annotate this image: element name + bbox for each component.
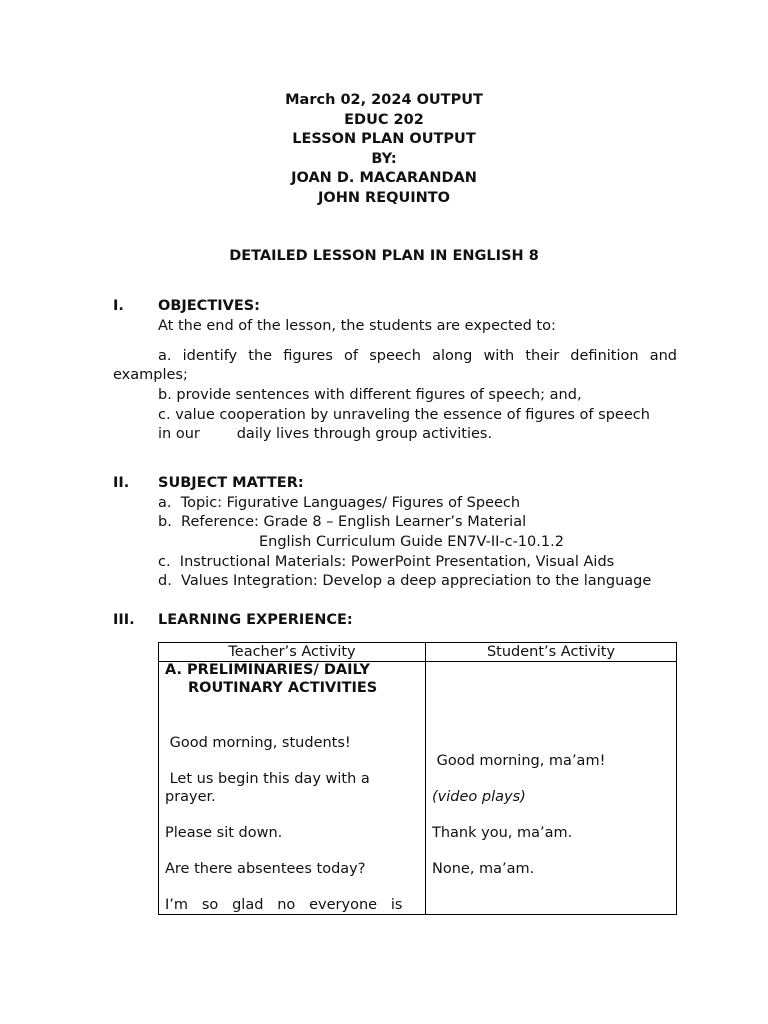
teacher-prayer-line2: prayer. bbox=[165, 789, 216, 805]
section-number-subject-matter: II. bbox=[113, 475, 130, 491]
subject-instructional-materials: c. Instructional Materials: PowerPoint Presentation, Visual Aids bbox=[158, 554, 615, 570]
objective-a-line1: a. identify the figures of speech along with their definition and bbox=[158, 348, 677, 364]
section-heading-learning-experience: LEARNING EXPERIENCE: bbox=[158, 612, 353, 628]
objective-c-line1: c. value cooperation by unraveling the essence of figures of speech bbox=[158, 407, 650, 423]
section-heading-subject-matter: SUBJECT MATTER: bbox=[158, 475, 304, 491]
teacher-glad-line: I’m so glad no everyone is bbox=[165, 897, 403, 913]
subject-reference: b. Reference: Grade 8 – English Learner’s Material bbox=[158, 514, 527, 530]
table-column-divider bbox=[425, 643, 426, 914]
objective-c-line2: in our daily lives through group activities. bbox=[158, 426, 493, 442]
document-title: DETAILED LESSON PLAN IN ENGLISH 8 bbox=[229, 248, 539, 264]
student-video-plays: (video plays) bbox=[432, 789, 526, 805]
section-heading-objectives: OBJECTIVES: bbox=[158, 298, 260, 314]
objectives-intro: At the end of the lesson, the students are expected to: bbox=[158, 318, 556, 334]
student-thank-you: Thank you, ma’am. bbox=[432, 825, 573, 841]
header-output-type: LESSON PLAN OUTPUT bbox=[292, 131, 476, 148]
section-number-objectives: I. bbox=[113, 298, 124, 314]
teacher-absentees: Are there absentees today? bbox=[165, 861, 366, 877]
teacher-prayer-line1: Let us begin this day with a bbox=[165, 771, 370, 787]
objective-a-line2: examples; bbox=[113, 367, 188, 383]
section-number-learning-experience: III. bbox=[113, 612, 135, 628]
header-course: EDUC 202 bbox=[344, 111, 424, 128]
student-greeting: Good morning, ma’am! bbox=[432, 753, 606, 769]
activity-table bbox=[158, 642, 677, 915]
student-none: None, ma’am. bbox=[432, 861, 535, 877]
header-by-label: BY: bbox=[371, 150, 397, 167]
header-date-line: March 02, 2024 OUTPUT bbox=[285, 92, 483, 108]
subject-values-integration: d. Values Integration: Develop a deep appreciation to the language bbox=[158, 573, 652, 589]
subject-topic: a. Topic: Figurative Languages/ Figures of Speech bbox=[158, 495, 521, 511]
table-header-teacher: Teacher’s Activity bbox=[228, 644, 356, 660]
table-section-title-line1: A. PRELIMINARIES/ DAILY bbox=[165, 662, 370, 678]
table-header-student: Student’s Activity bbox=[486, 644, 616, 660]
header-author-2: JOHN REQUINTO bbox=[318, 189, 450, 206]
teacher-greeting: Good morning, students! bbox=[165, 735, 351, 751]
objective-b: b. provide sentences with different figures of speech; and, bbox=[158, 387, 582, 403]
teacher-sit-down: Please sit down. bbox=[165, 825, 283, 841]
document-header bbox=[0, 91, 768, 209]
table-section-title-line2: ROUTINARY ACTIVITIES bbox=[188, 680, 378, 696]
subject-reference-curriculum-guide: English Curriculum Guide EN7V-II-c-10.1.2 bbox=[259, 534, 564, 550]
header-author-1: JOAN D. MACARANDAN bbox=[291, 170, 477, 187]
